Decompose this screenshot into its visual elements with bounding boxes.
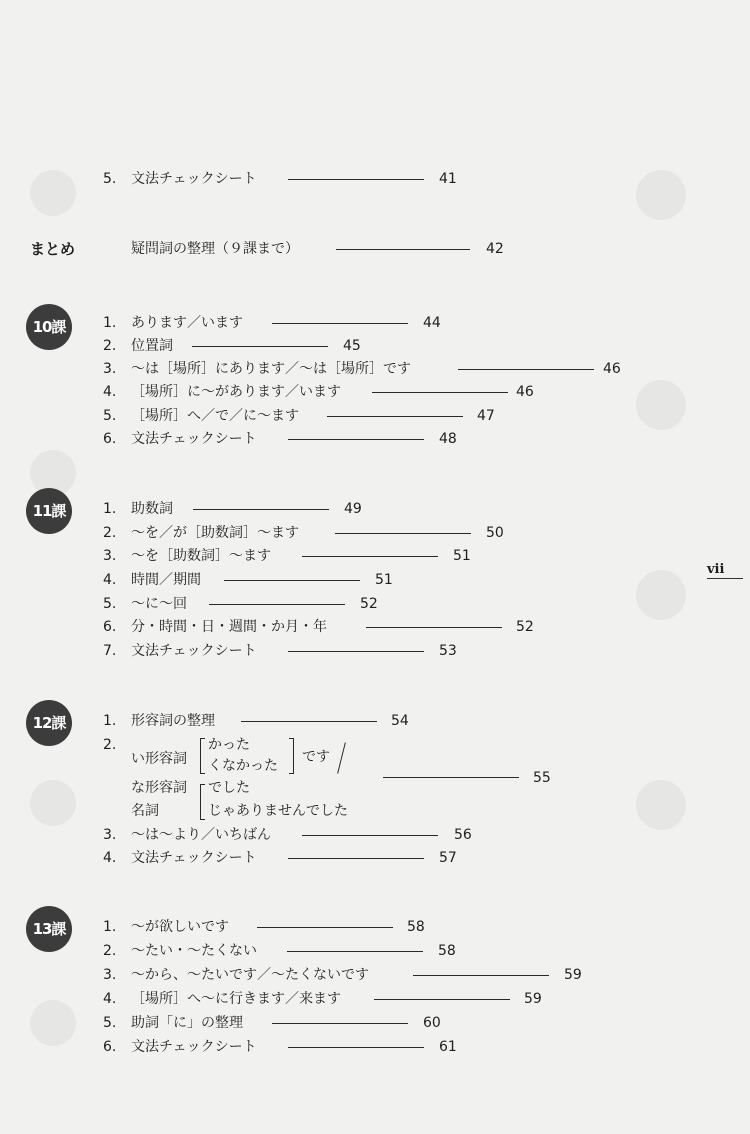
leader-line bbox=[241, 721, 377, 722]
entry-number: 3. bbox=[103, 827, 117, 843]
leader-line bbox=[209, 604, 345, 605]
leader-line bbox=[302, 556, 438, 557]
entry-number: 5. bbox=[103, 408, 117, 424]
entry-page: 61 bbox=[439, 1039, 457, 1055]
entry-title: 疑問詞の整理（９課まで） bbox=[131, 241, 299, 257]
leader-line bbox=[335, 533, 471, 534]
entry-page: 52 bbox=[516, 619, 534, 635]
leader-line bbox=[372, 392, 508, 393]
toc-entry[interactable] bbox=[0, 988, 750, 1010]
desu-form: です bbox=[302, 749, 330, 765]
entry-number: 4. bbox=[103, 991, 117, 1007]
entry-page: 56 bbox=[454, 827, 472, 843]
toc-entry[interactable] bbox=[0, 312, 750, 334]
entry-title: 時間／期間 bbox=[131, 572, 201, 588]
lesson-badge: 10課 bbox=[26, 304, 72, 350]
i-adjective-label: い形容詞 bbox=[131, 751, 187, 767]
entry-number: 2. bbox=[103, 943, 117, 959]
toc-entry[interactable] bbox=[0, 1036, 750, 1058]
entry-title: 助詞「に」の整理 bbox=[131, 1015, 243, 1031]
deshita-form: でした bbox=[208, 780, 250, 796]
leader-line bbox=[192, 346, 328, 347]
leader-line bbox=[458, 369, 594, 370]
entry-number: 2. bbox=[103, 737, 117, 753]
leader-line bbox=[288, 858, 424, 859]
entry-title: ～たい・～たくない bbox=[131, 943, 257, 959]
toc-entry[interactable] bbox=[0, 522, 750, 544]
entry-title: 位置詞 bbox=[131, 338, 173, 354]
entry-number: 4. bbox=[103, 850, 117, 866]
entry-page: 54 bbox=[391, 713, 409, 729]
entry-page: 57 bbox=[439, 850, 457, 866]
toc-entry[interactable] bbox=[0, 940, 750, 962]
entry-page: 52 bbox=[360, 596, 378, 612]
entry-number: 6. bbox=[103, 619, 117, 635]
entry-title: ［場所］へ～に行きます／来ます bbox=[131, 991, 341, 1007]
entry-page: 44 bbox=[423, 315, 441, 331]
toc-entry[interactable] bbox=[0, 593, 750, 615]
entry-number: 1. bbox=[103, 713, 117, 729]
entry-page: 58 bbox=[407, 919, 425, 935]
leader-line bbox=[272, 323, 408, 324]
lesson-badge: 13課 bbox=[26, 906, 72, 952]
leader-line bbox=[288, 651, 424, 652]
entry-title: ～は～より／いちばん bbox=[131, 827, 271, 843]
entry-page: 46 bbox=[603, 361, 621, 377]
toc-entry[interactable] bbox=[0, 405, 750, 427]
toc-entry[interactable] bbox=[0, 916, 750, 938]
entry-page: 49 bbox=[344, 501, 362, 517]
entry-page: 55 bbox=[533, 770, 551, 786]
matome-label: まとめ bbox=[30, 240, 76, 258]
entry-number: 6. bbox=[103, 1039, 117, 1055]
leader-line bbox=[302, 835, 438, 836]
leader-line bbox=[336, 249, 470, 250]
entry-title: ～から、～たいです／～たくないです bbox=[131, 967, 369, 983]
entry-number: 5. bbox=[103, 596, 117, 612]
entry-number: 2. bbox=[103, 525, 117, 541]
entry-page: 58 bbox=[438, 943, 456, 959]
jaarimasen-form: じゃありませんでした bbox=[208, 803, 348, 819]
entry-number: 1. bbox=[103, 919, 117, 935]
entry-title: 文法チェックシート bbox=[131, 431, 257, 447]
leader-line bbox=[224, 580, 360, 581]
entry-number: 5. bbox=[103, 1015, 117, 1031]
toc-entry[interactable] bbox=[0, 1012, 750, 1034]
entry-page: 60 bbox=[423, 1015, 441, 1031]
entry-title: ［場所］に～があります／います bbox=[131, 384, 341, 400]
entry-title: ～は［場所］にあります／～は［場所］です bbox=[131, 361, 411, 377]
noun-label: 名詞 bbox=[131, 803, 159, 819]
entry-title: 文法チェックシート bbox=[131, 1039, 257, 1055]
lesson-badge: 12課 bbox=[26, 700, 72, 746]
leader-line bbox=[383, 777, 519, 778]
leader-line bbox=[366, 627, 502, 628]
entry-number: 3. bbox=[103, 361, 117, 377]
toc-entry[interactable] bbox=[0, 616, 750, 638]
toc-entry[interactable] bbox=[0, 168, 750, 190]
leader-line bbox=[288, 439, 424, 440]
leader-line bbox=[327, 416, 463, 417]
entry-page: 59 bbox=[524, 991, 542, 1007]
entry-title: あります／います bbox=[131, 315, 243, 331]
bracket-left bbox=[200, 784, 205, 820]
entry-title: 分・時間・日・週間・か月・年 bbox=[131, 619, 327, 635]
entry-title: 文法チェックシート bbox=[131, 643, 257, 659]
entry-page: 51 bbox=[375, 572, 393, 588]
toc-entry[interactable] bbox=[0, 358, 750, 380]
entry-page: 51 bbox=[453, 548, 471, 564]
kunakatta-form: くなかった bbox=[208, 758, 278, 774]
entry-title: 助数詞 bbox=[131, 501, 173, 517]
toc-entry[interactable] bbox=[0, 428, 750, 450]
entry-number: 1. bbox=[103, 315, 117, 331]
leader-line bbox=[413, 975, 549, 976]
leader-line bbox=[374, 999, 510, 1000]
leader-line bbox=[257, 927, 393, 928]
entry-title: ～を［助数詞］～ます bbox=[131, 548, 271, 564]
toc-entry[interactable] bbox=[0, 640, 750, 662]
entry-page: 53 bbox=[439, 643, 457, 659]
entry-title: 文法チェックシート bbox=[131, 850, 257, 866]
toc-entry[interactable] bbox=[0, 335, 750, 357]
entry-title: ～に～回 bbox=[131, 596, 187, 612]
entry-page: 48 bbox=[439, 431, 457, 447]
toc-entry[interactable] bbox=[0, 847, 750, 869]
entry-page: 42 bbox=[486, 241, 504, 257]
leader-line bbox=[288, 1047, 424, 1048]
leader-line bbox=[272, 1023, 408, 1024]
entry-title: ～を／が［助数詞］～ます bbox=[131, 525, 299, 541]
toc-entry[interactable] bbox=[0, 964, 750, 986]
leader-line bbox=[288, 179, 424, 180]
toc-entry[interactable] bbox=[0, 498, 750, 520]
entry-title: 文法チェックシート bbox=[131, 171, 257, 187]
entry-number: 3. bbox=[103, 967, 117, 983]
entry-page: 41 bbox=[439, 171, 457, 187]
entry-page: 50 bbox=[486, 525, 504, 541]
toc-entry[interactable] bbox=[0, 238, 750, 260]
entry-number: 5. bbox=[103, 171, 117, 187]
side-page-number: vii bbox=[707, 562, 743, 579]
entry-number: 2. bbox=[103, 338, 117, 354]
leader-line bbox=[193, 509, 329, 510]
toc-entry[interactable] bbox=[0, 710, 750, 732]
entry-number: 3. bbox=[103, 548, 117, 564]
na-adjective-label: な形容詞 bbox=[131, 780, 187, 796]
entry-page: 46 bbox=[516, 384, 534, 400]
entry-page: 59 bbox=[564, 967, 582, 983]
bracket-right bbox=[289, 738, 294, 774]
toc-entry[interactable] bbox=[0, 545, 750, 567]
entry-title: ～が欲しいです bbox=[131, 919, 229, 935]
entry-title: 形容詞の整理 bbox=[131, 713, 215, 729]
entry-number: 1. bbox=[103, 501, 117, 517]
entry-page: 45 bbox=[343, 338, 361, 354]
bracket-left bbox=[200, 738, 205, 774]
entry-page: 47 bbox=[477, 408, 495, 424]
toc-entry[interactable] bbox=[0, 381, 750, 403]
entry-number: 4. bbox=[103, 384, 117, 400]
toc-entry[interactable] bbox=[0, 569, 750, 591]
toc-entry[interactable] bbox=[0, 824, 750, 846]
slash-mark bbox=[337, 742, 346, 773]
toc-entry-adjective-forms[interactable] bbox=[0, 734, 750, 824]
leader-line bbox=[287, 951, 423, 952]
entry-number: 4. bbox=[103, 572, 117, 588]
lesson-badge: 11課 bbox=[26, 488, 72, 534]
entry-title: ［場所］へ／で／に～ます bbox=[131, 408, 299, 424]
entry-number: 6. bbox=[103, 431, 117, 447]
katta-form: かった bbox=[208, 737, 250, 753]
entry-number: 7. bbox=[103, 643, 117, 659]
